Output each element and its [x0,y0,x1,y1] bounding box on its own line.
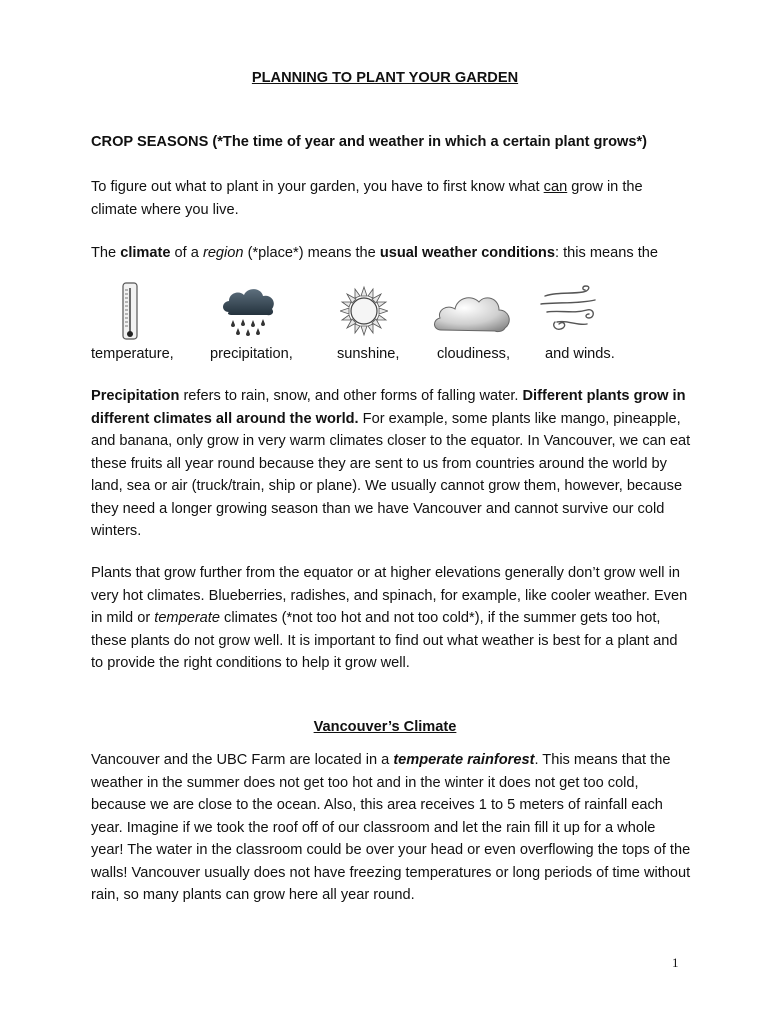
weather-icons-row [91,282,691,342]
climate-text-1: The [91,245,121,261]
label-winds: and winds. [545,346,615,362]
vancouver-climate-heading: Vancouver’s Climate [313,719,457,735]
vancouver-text-1: Vancouver and the UBC Farm are located in a [91,752,394,768]
label-cloudiness: cloudiness, [437,346,511,362]
wind-icon [537,282,603,340]
label-precipitation: precipitation, [210,346,293,362]
region-term: region [202,245,244,261]
intro-paragraph [91,176,691,221]
climate-paragraph [91,242,691,265]
plants-text-2: climates (*not too hot and not too cold*), if the summer gets too hot, these plants do not grow well. It is important to find out what weather is best for a plant and to provide the right conditions to help it grow well. [91,610,678,671]
weather-labels-row [91,343,691,365]
precip-text-2: For example, some plants like mango, pineapple, and banana, only grow in very warm climates closer to the equator. In Vancouver, we can eat these fruits all year round because they are sent to us from countries around the world by land, sea or air (truck/train, ship or plane). We usually cannot grow them, however, because they need a longer growing season than we have Vancouver and cannot survive our cold winters. [91,410,691,539]
rain-cloud-icon [219,282,279,340]
plants-paragraph [91,562,691,675]
intro-text-2: grow in the climate where you live. [91,179,643,218]
sun-icon [340,282,388,340]
intro-emphasis: can [543,179,568,195]
climate-text-2: of a [170,245,203,261]
page-number: 1 [672,955,679,970]
plants-text-1: Plants that grow further from the equator or at higher elevations generally don’t grow well in very hot climates. Blueberries, radishes, and spinach, for example, like cooler weather. Even in mild or [91,565,688,626]
precipitation-paragraph [91,385,691,543]
vancouver-text-2: . This means that the weather in the summer does not get too hot and in the winter it does not get too cold, because we are close to the ocean. Also, this area receives 1 to 5 meters of rainfall each year. Imagine if we took the roof off of our classroom and let the rain fill it up for a whole year! The water in the classroom could be over your head or even overflowing the tops of the walls! Vancouver usually does not have freezing temperatures or long periods of time without rain, so many plants can grow here all year round. [91,752,691,903]
climate-term: climate [120,245,171,261]
thermometer-icon [119,282,141,342]
climates-statement: Different plants grow in different climates all around the world. [91,388,686,427]
precip-text-1: refers to rain, snow, and other forms of falling water. [179,388,523,404]
temperate-term: temperate [154,610,220,626]
crop-seasons-heading: CROP SEASONS (*The time of year and weather in which a certain plant grows*) [91,134,648,150]
climate-text-3: (*place*) means the [243,245,380,261]
page-title: PLANNING TO PLANT YOUR GARDEN [251,70,519,86]
precipitation-term: Precipitation [91,388,180,404]
cloud-icon [431,282,515,340]
vancouver-paragraph [91,749,691,907]
climate-text-4: : this means the [554,245,658,261]
intro-text-1: To figure out what to plant in your garden, you have to first know what [91,179,544,195]
label-sunshine: sunshine, [337,346,400,362]
usual-weather-term: usual weather conditions [379,245,555,261]
label-temperature: temperature, [91,346,174,362]
temperate-rainforest-term: temperate rainforest [393,752,535,768]
